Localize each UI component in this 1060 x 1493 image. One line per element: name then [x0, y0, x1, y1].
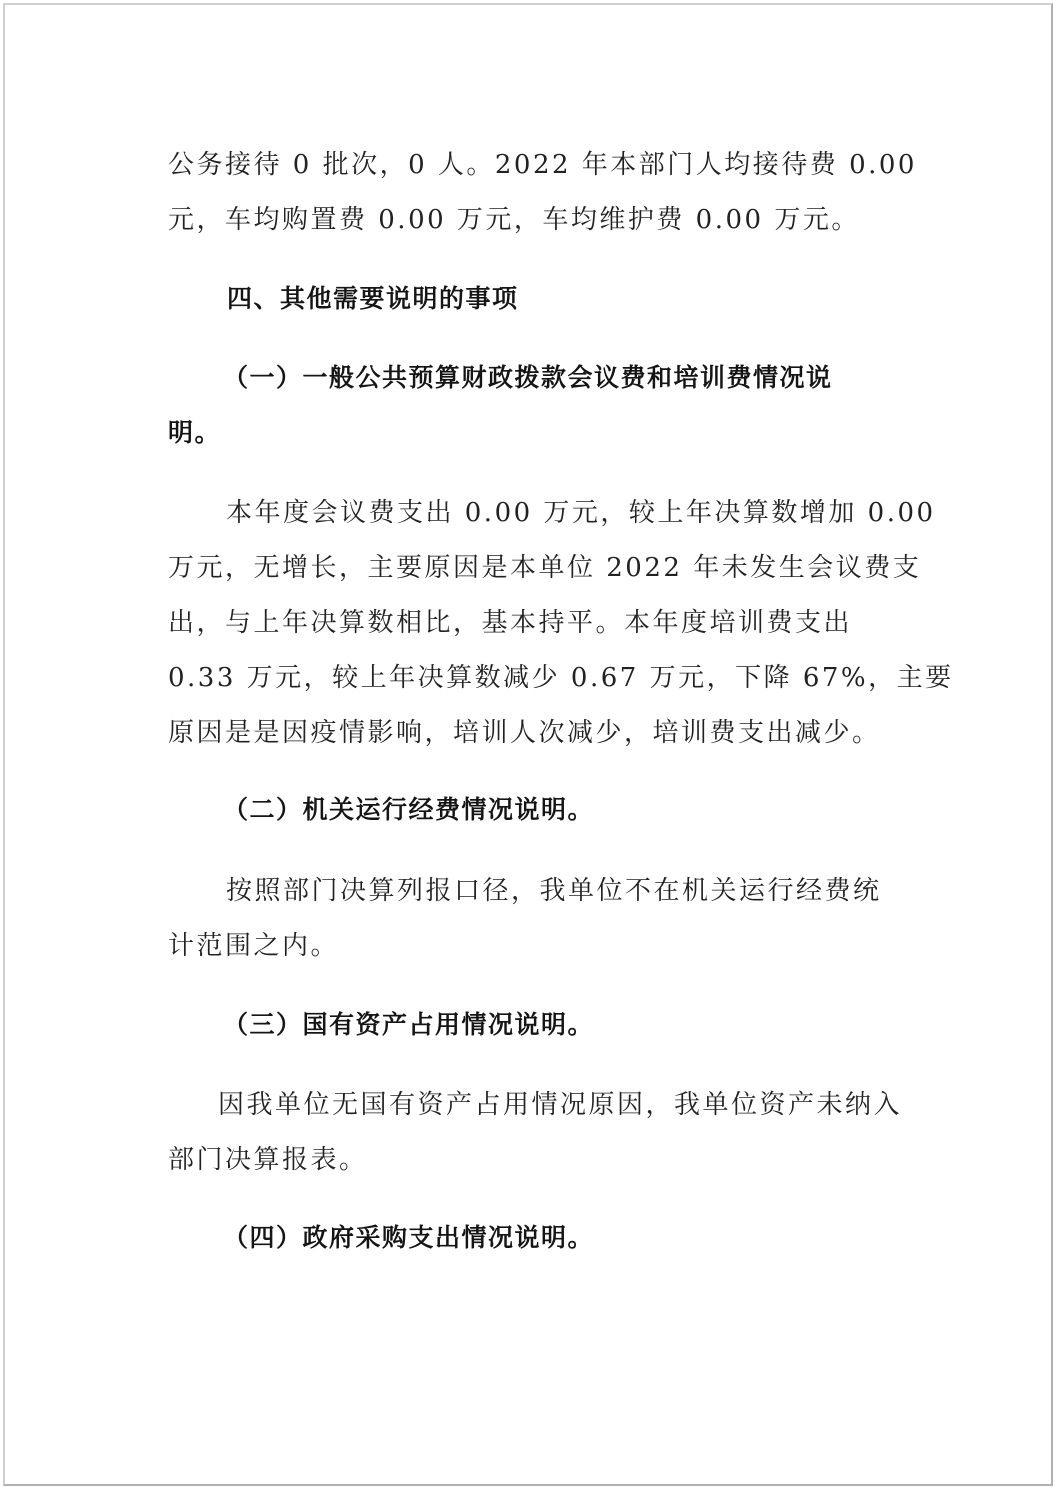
subsection-1-body-line-4: 0.33 万元，较上年决算数减少 0.67 万元，下降 67%，主要 [168, 663, 954, 693]
subsection-3-body-line-2: 部门决算报表。 [168, 1145, 368, 1175]
subsection-1-body-line-2: 万元，无增长，主要原因是本单位 2022 年未发生会议费支 [168, 553, 922, 583]
subsection-2-body-line-2: 计范围之内。 [168, 931, 340, 961]
subsection-4-heading: （四）政府采购支出情况说明。 [223, 1223, 595, 1252]
document-page [3, 3, 1053, 1486]
subsection-3-body-line-1: 因我单位无国有资产占用情况原因，我单位资产未纳入 [218, 1090, 903, 1120]
subsection-1-heading-line-2: 明。 [168, 418, 222, 447]
subsection-1-body-line-5: 原因是是因疫情影响，培训人次减少，培训费支出减少。 [168, 718, 881, 748]
subsection-1-body-line-1: 本年度会议费支出 0.00 万元，较上年决算数增加 0.00 [226, 498, 936, 528]
subsection-1-body-line-3: 出，与上年决算数相比，基本持平。本年度培训费支出 [168, 608, 853, 638]
reception-paragraph-line-2: 元，车均购置费 0.00 万元，车均维护费 0.00 万元。 [168, 205, 860, 235]
subsection-1-heading-line-1: （一）一般公共预算财政拨款会议费和培训费情况说 [223, 363, 833, 392]
subsection-2-heading: （二）机关运行经费情况说明。 [223, 795, 595, 824]
subsection-2-body-line-1: 按照部门决算列报口径，我单位不在机关运行经费统 [226, 876, 882, 906]
subsection-3-heading: （三）国有资产占用情况说明。 [223, 1010, 595, 1039]
reception-paragraph-line-1: 公务接待 0 批次，0 人。2022 年本部门人均接待费 0.00 [168, 150, 917, 180]
section-4-heading: 四、其他需要说明的事项 [227, 284, 519, 313]
